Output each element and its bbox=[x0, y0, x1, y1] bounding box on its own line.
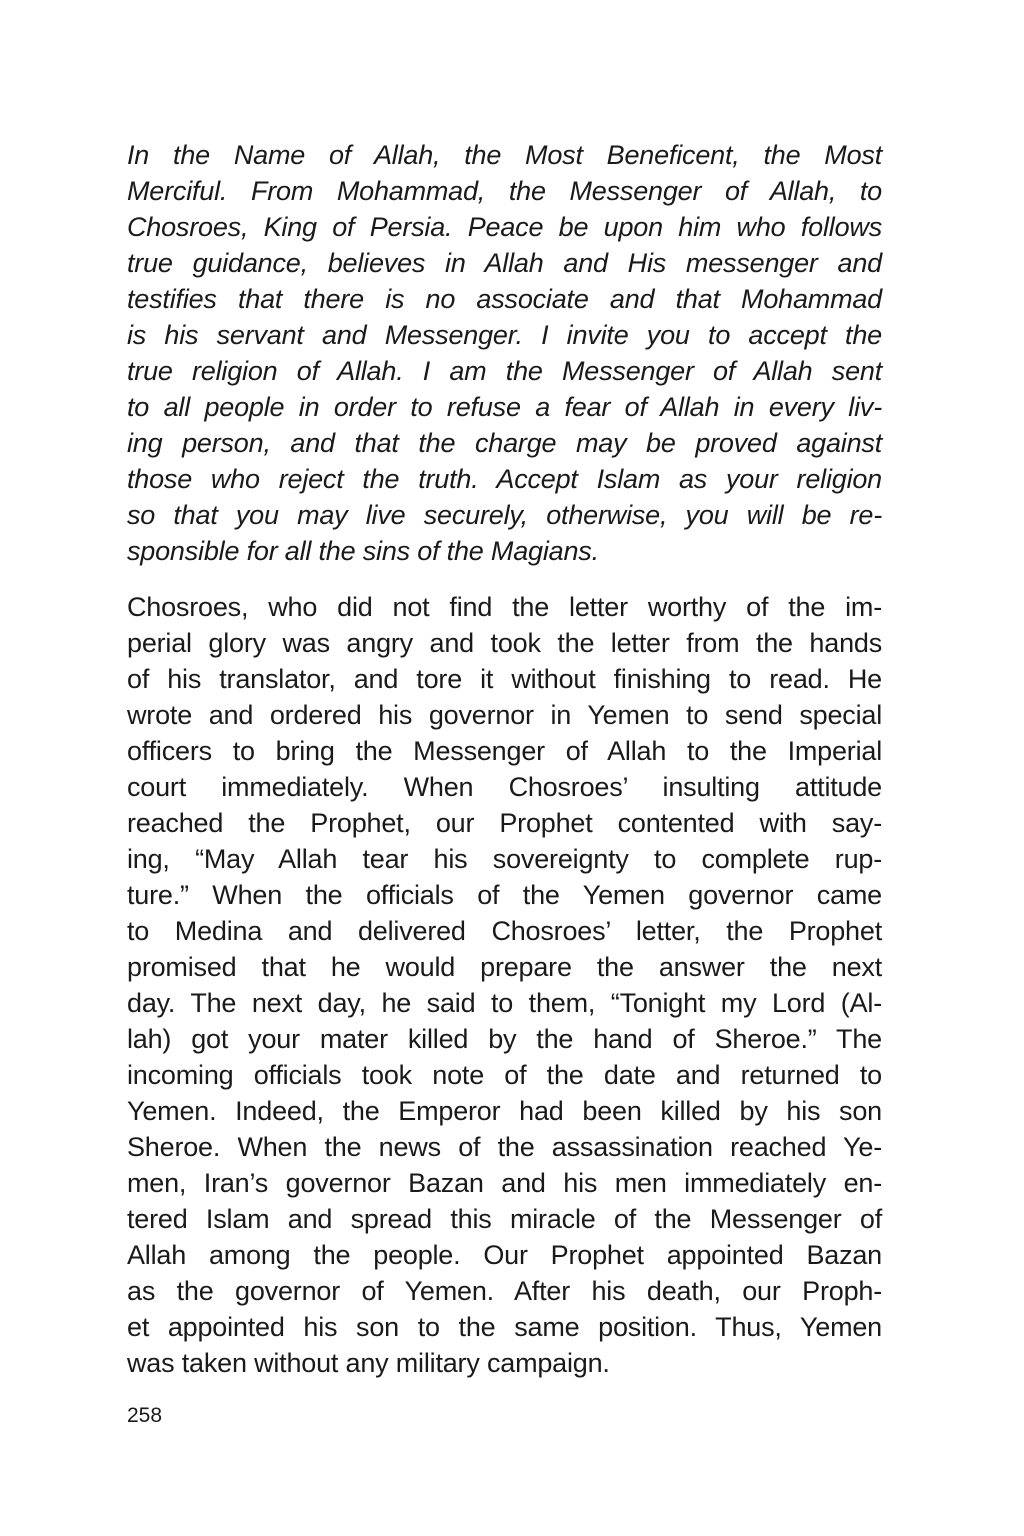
book-page bbox=[127, 137, 882, 1381]
text-line: wrote and ordered his governor in Yemen to send special bbox=[127, 700, 882, 730]
text-line: In the Name of Allah, the Most Beneficent, the Most bbox=[127, 140, 882, 170]
text-line: those who reject the truth. Accept Islam as your religion bbox=[127, 464, 882, 494]
text-line: to Medina and delivered Chosroes’ letter, the Prophet bbox=[127, 916, 882, 946]
text-line: sponsible for all the sins of the Magians. bbox=[127, 536, 599, 566]
text-line: tered Islam and spread this miracle of the Messenger of bbox=[127, 1204, 882, 1234]
text-line: testifies that there is no associate and that Mohammad bbox=[127, 284, 882, 314]
text-line: was taken without any military campaign. bbox=[127, 1348, 610, 1378]
text-line: Allah among the people. Our Prophet appointed Bazan bbox=[127, 1240, 882, 1270]
text-line: reached the Prophet, our Prophet contented with say- bbox=[127, 808, 882, 838]
body-paragraph bbox=[127, 589, 882, 1381]
text-line: ture.” When the officials of the Yemen governor came bbox=[127, 880, 882, 910]
text-line: Yemen. Indeed, the Emperor had been killed by his son bbox=[127, 1096, 882, 1126]
text-line: is his servant and Messenger. I invite you to accept the bbox=[127, 320, 882, 350]
text-line: as the governor of Yemen. After his death, our Proph- bbox=[127, 1276, 882, 1306]
text-line: true guidance, believes in Allah and His messenger and bbox=[127, 248, 882, 278]
text-line: court immediately. When Chosroes’ insulting attitude bbox=[127, 772, 882, 802]
text-line: to all people in order to refuse a fear of Allah in every liv- bbox=[127, 392, 882, 422]
text-line: Chosroes, who did not find the letter worthy of the im- bbox=[127, 592, 882, 622]
text-line: so that you may live securely, otherwise, you will be re- bbox=[127, 500, 882, 530]
text-line: incoming officials took note of the date and returned to bbox=[127, 1060, 882, 1090]
text-line: perial glory was angry and took the letter from the hands bbox=[127, 628, 882, 658]
text-line: lah) got your mater killed by the hand of Sheroe.” The bbox=[127, 1024, 882, 1054]
page-number: 258 bbox=[127, 1404, 163, 1427]
text-line: Chosroes, King of Persia. Peace be upon him who follows bbox=[127, 212, 882, 242]
text-line: ing person, and that the charge may be proved against bbox=[127, 428, 882, 458]
text-line: ing, “May Allah tear his sovereignty to complete rup- bbox=[127, 844, 882, 874]
text-line: true religion of Allah. I am the Messenger of Allah sent bbox=[127, 356, 882, 386]
text-line: men, Iran’s governor Bazan and his men immediately en- bbox=[127, 1168, 882, 1198]
text-line: Sheroe. When the news of the assassination reached Ye- bbox=[127, 1132, 882, 1162]
text-line: Merciful. From Mohammad, the Messenger of Allah, to bbox=[127, 176, 882, 206]
text-line: officers to bring the Messenger of Allah to the Imperial bbox=[127, 736, 882, 766]
letter-quote-paragraph bbox=[127, 137, 882, 569]
text-line: promised that he would prepare the answer the next bbox=[127, 952, 882, 982]
text-line: of his translator, and tore it without finishing to read. He bbox=[127, 664, 882, 694]
text-line: day. The next day, he said to them, “Tonight my Lord (Al- bbox=[127, 988, 882, 1018]
text-line: et appointed his son to the same position. Thus, Yemen bbox=[127, 1312, 882, 1342]
